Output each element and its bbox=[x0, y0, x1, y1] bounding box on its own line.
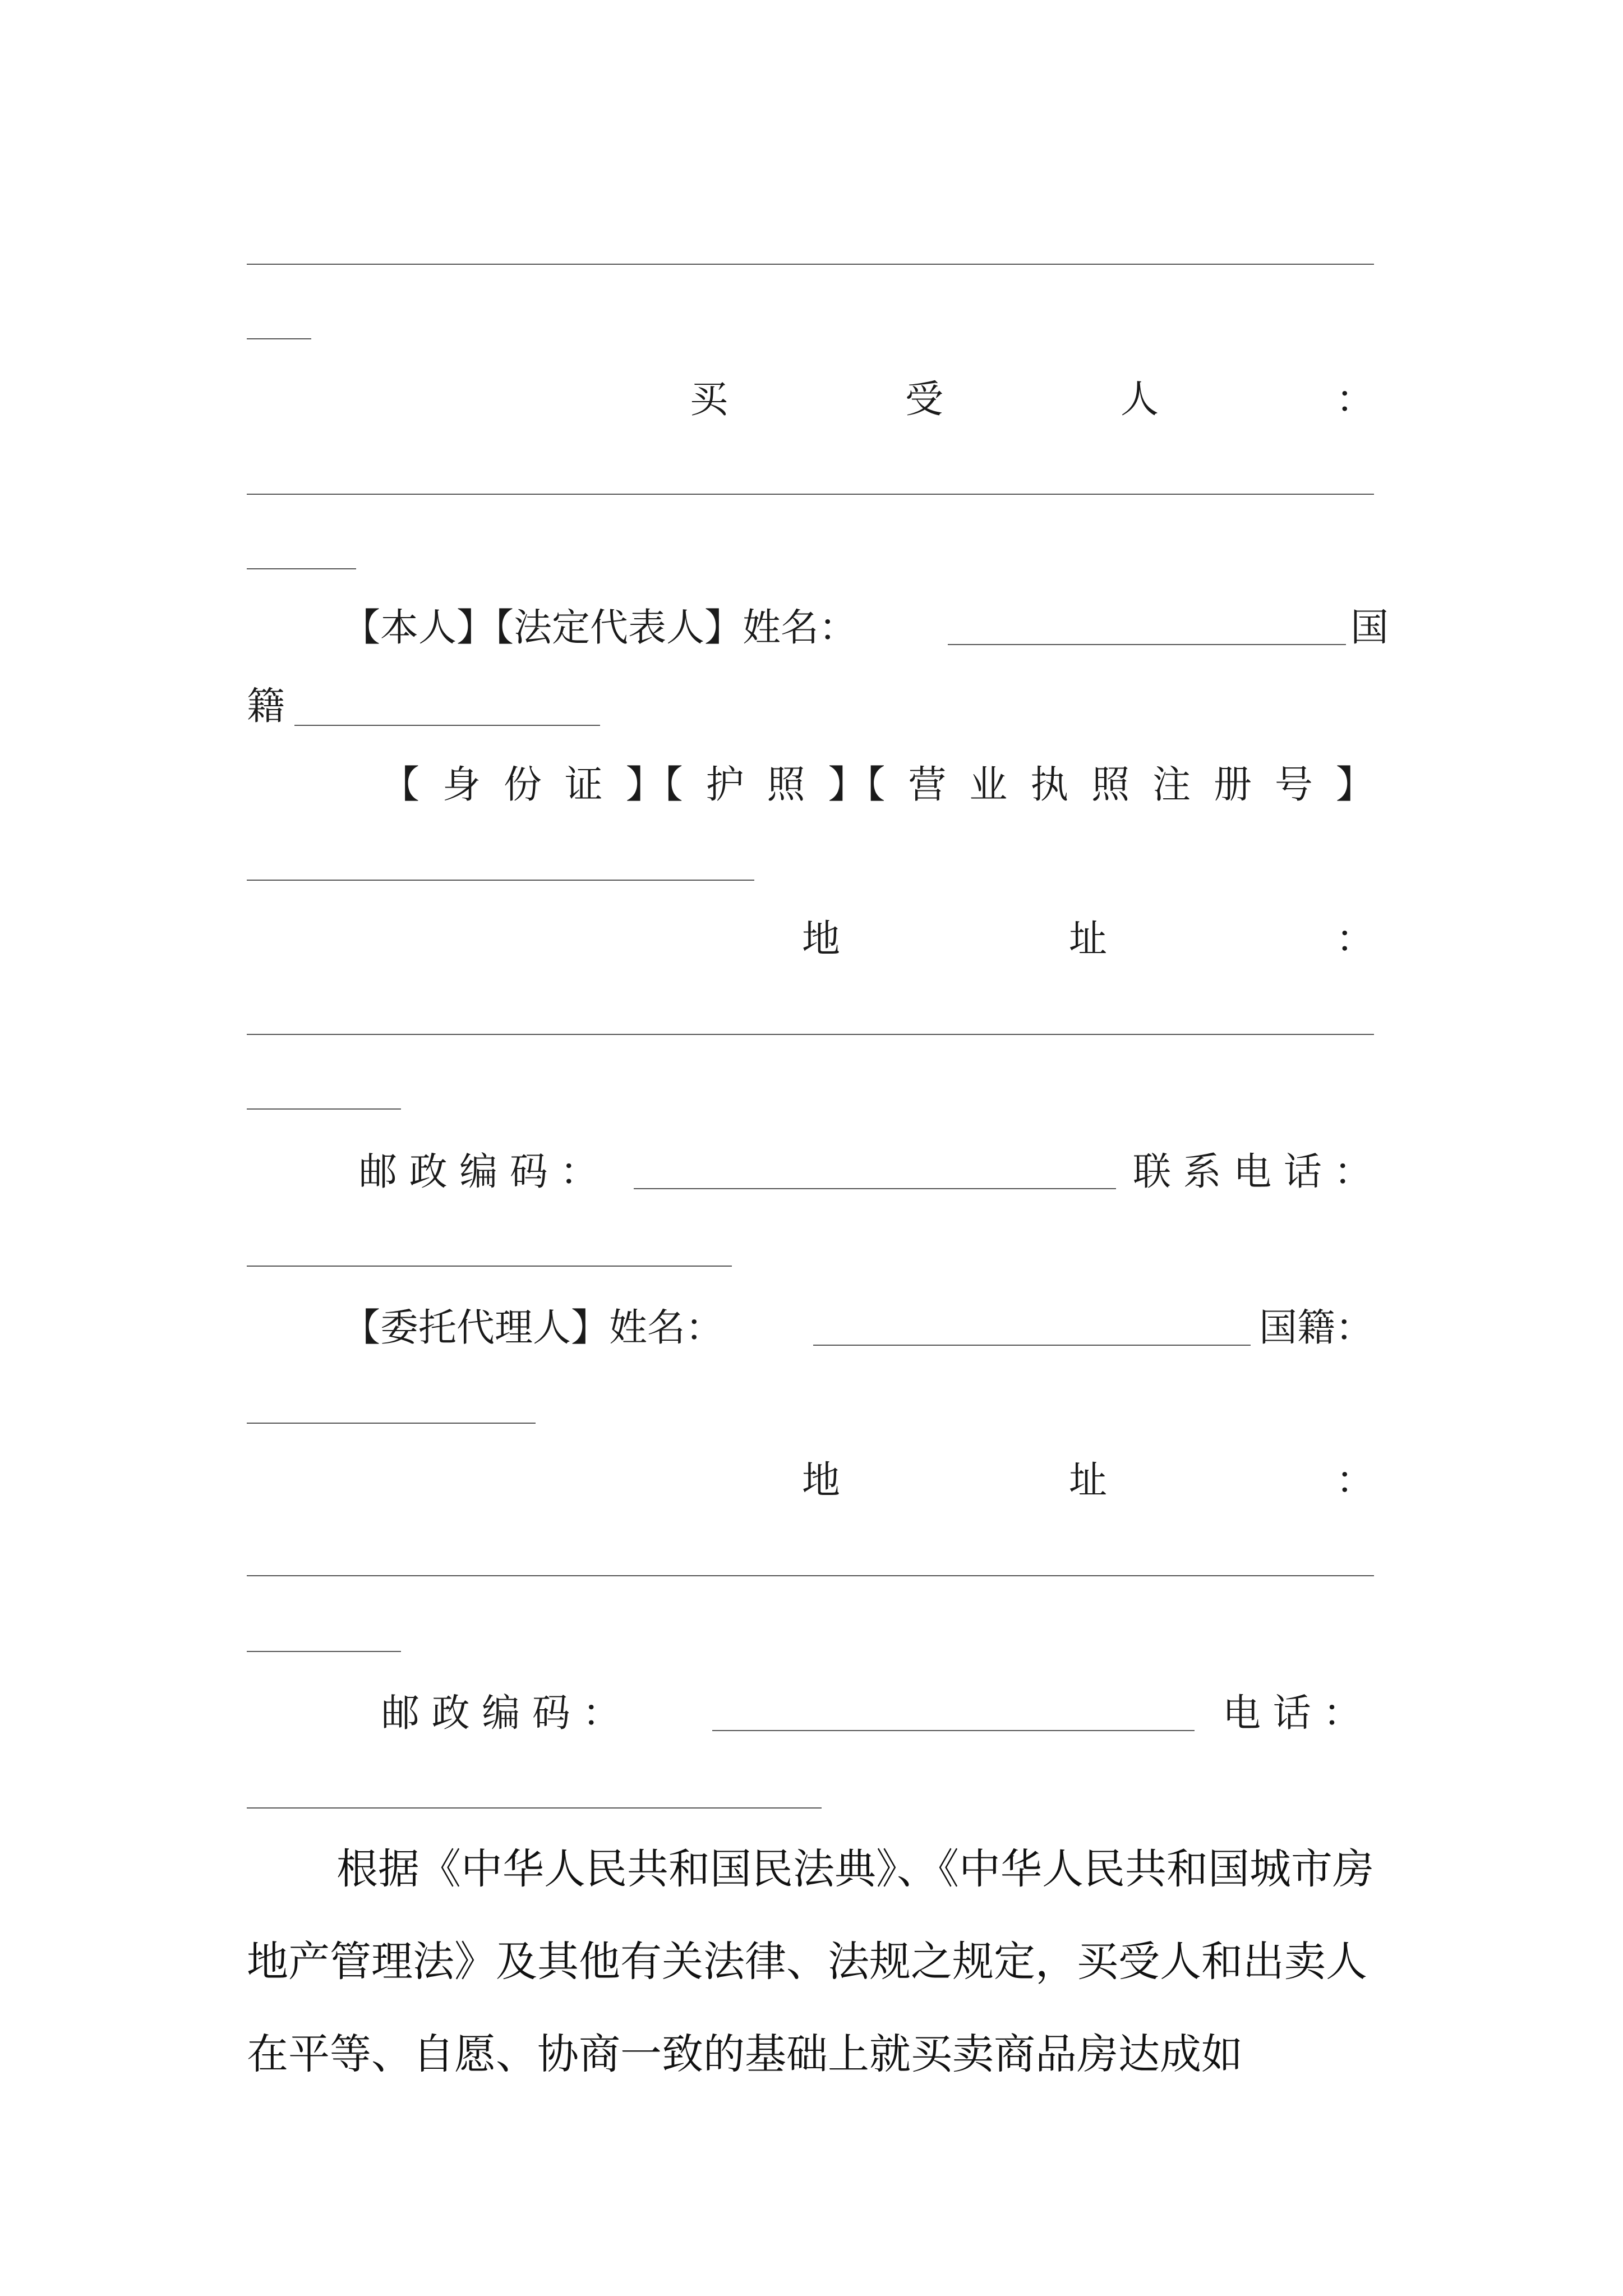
blank-line-top-tail bbox=[247, 338, 311, 339]
address-label-char: 地 bbox=[802, 917, 841, 961]
id-label-part: 护 bbox=[706, 763, 744, 807]
id-label-part: 份 bbox=[503, 763, 542, 807]
id-label-part: 身 bbox=[442, 763, 481, 807]
address-label-char: 址 bbox=[1068, 917, 1107, 961]
id-label-part: 【 bbox=[381, 763, 420, 807]
agent-address-field[interactable] bbox=[247, 1575, 1374, 1576]
agent-nationality-label: 国籍： bbox=[1259, 1306, 1374, 1350]
agent-nationality-field[interactable] bbox=[247, 1423, 536, 1424]
buyer-label-char: 受 bbox=[905, 378, 943, 422]
agent-postal-code-label: 邮 政 编 码 ： bbox=[381, 1691, 621, 1736]
address-field-tail bbox=[247, 1108, 401, 1110]
agent-address-label-char: 地 bbox=[802, 1458, 841, 1503]
buyer-label bbox=[690, 375, 1374, 425]
postal-code-field[interactable] bbox=[634, 1188, 1116, 1189]
id-label-part: 注 bbox=[1152, 763, 1191, 807]
id-label-part: 证 bbox=[564, 763, 603, 807]
principal-name-label: 【本人】【法定代表人】姓名： bbox=[342, 606, 857, 650]
contract-preamble bbox=[247, 1823, 1391, 2101]
agent-name-label: 【委托代理人】姓名： bbox=[342, 1306, 724, 1350]
agent-address-label-colon: ： bbox=[1335, 1458, 1374, 1503]
id-label-part: 册 bbox=[1213, 763, 1252, 807]
buyer-label-colon: ： bbox=[1335, 378, 1374, 422]
id-label-part: 】【 bbox=[625, 763, 683, 807]
agent-address-label-char: 址 bbox=[1068, 1458, 1107, 1503]
principal-nationality-label: 国 bbox=[1350, 606, 1389, 650]
phone-field[interactable] bbox=[247, 1266, 732, 1267]
id-label-part: 营 bbox=[908, 763, 947, 807]
agent-address-field-tail bbox=[247, 1651, 401, 1652]
id-label-part: 】【 bbox=[828, 763, 886, 807]
id-number-field[interactable] bbox=[247, 880, 754, 881]
contract-preamble-text: 根据《中华人民共和国民法典》、《中华人民共和国城市房地产管理法》及其他有关法律、法规之规定，买受人和出卖人在平等、自愿、协商一致的基础上就买卖商品房达成如 bbox=[247, 1845, 1374, 2078]
address-label-colon: ： bbox=[1335, 917, 1374, 961]
buyer-label-char: 人 bbox=[1120, 378, 1159, 422]
address-label bbox=[802, 914, 1374, 965]
id-label-part: 业 bbox=[969, 763, 1008, 807]
agent-phone-label: 电 话 ： bbox=[1223, 1691, 1362, 1736]
principal-nationality-field[interactable] bbox=[294, 725, 600, 726]
agent-phone-field[interactable] bbox=[247, 1807, 822, 1809]
blank-line-top bbox=[247, 264, 1374, 265]
id-label-part: 照 bbox=[767, 763, 805, 807]
agent-address-label bbox=[802, 1456, 1374, 1506]
address-field[interactable] bbox=[247, 1034, 1374, 1035]
buyer-label-char: 买 bbox=[690, 378, 728, 422]
id-label-part: 执 bbox=[1030, 763, 1069, 807]
principal-name-field[interactable] bbox=[948, 644, 1346, 645]
phone-label: 联 系 电 话 ： bbox=[1133, 1150, 1372, 1194]
principal-nationality-label-cont: 籍 bbox=[247, 684, 285, 729]
buyer-blank-line bbox=[247, 494, 1374, 495]
id-label-part: 照 bbox=[1091, 763, 1130, 807]
buyer-blank-line-tail bbox=[247, 568, 356, 569]
agent-name-field[interactable] bbox=[813, 1345, 1251, 1346]
id-type-label bbox=[381, 760, 1374, 811]
postal-code-label: 邮 政 编 码 ： bbox=[359, 1150, 598, 1194]
agent-postal-code-field[interactable] bbox=[712, 1730, 1195, 1731]
id-label-part: 】 bbox=[1335, 763, 1374, 807]
id-label-part: 号 bbox=[1274, 763, 1313, 807]
